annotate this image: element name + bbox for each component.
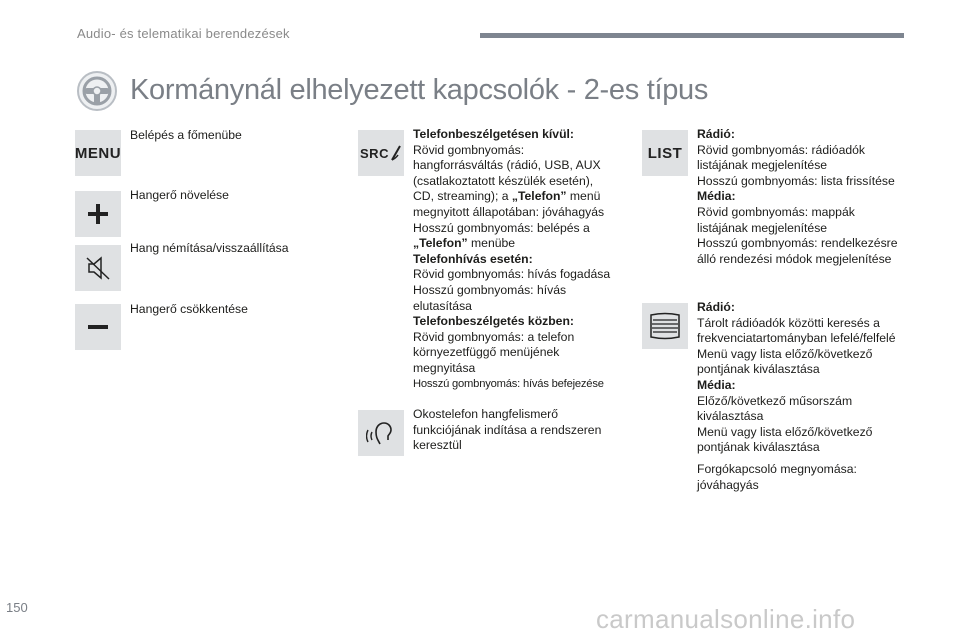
voice-line: Okostelefon hangfelismerő [413,407,558,421]
src-telefon-bold: „Telefon” [413,236,468,251]
src-line: Rövid gombnyomás: [413,142,525,157]
voice-line: funkciójának indítása a rendszeren [413,422,602,437]
wheel-line: Menü vagy lista előző/következő [697,424,873,439]
src-line: (csatlakoztatott készülék esetén), [413,173,594,188]
menu-button-icon [75,130,121,176]
minus-icon [75,304,121,350]
voice-recognition-icon [358,410,404,456]
wheel-line: pontjának kiválasztása [697,440,820,455]
src-heading-during-call: Telefonbeszélgetés közben: [413,314,574,329]
src-line [413,236,610,252]
src-line: elutasítása [413,298,472,313]
steering-wheel-icon [76,70,118,112]
plus-icon [75,191,121,237]
src-line [413,189,610,205]
mute-description: Hang némítása/visszaállítása [130,241,289,255]
list-line: Hosszú gombnyomás: lista frissítése [697,173,895,188]
page-number: 150 [6,600,28,615]
list-line: listájának megjelenítése [697,158,828,173]
volume-down-description: Hangerő csökkentése [130,302,248,316]
wheel-heading-media: Média: [697,377,736,392]
wheel-line: Forgókapcsoló megnyomása: [697,461,857,476]
src-line: Hosszú gombnyomás: hívás [413,282,567,297]
wheel-line: Előző/következő műsorszám [697,393,853,408]
src-heading-outside-call: Telefonbeszélgetésen kívül: [413,127,574,141]
src-line: Rövid gombnyomás: a telefon [413,329,575,344]
list-line: álló rendezési módok megjelenítése [697,251,892,266]
list-line: Rövid gombnyomás: rádióadók [697,142,866,157]
src-line: megnyitott állapotában: jóváhagyás [413,204,605,219]
src-line: környezetfüggő menüjének [413,345,560,360]
wheel-heading-radio: Rádió: [697,300,735,314]
voice-line: keresztül [413,438,462,453]
src-line: megnyitása [413,360,476,375]
list-line: Hosszú gombnyomás: rendelkezésre [697,236,898,251]
list-line: Rövid gombnyomás: mappák [697,204,855,219]
list-description [697,127,898,267]
voice-description [413,407,601,454]
wheel-line: Menü vagy lista előző/következő [697,346,873,361]
section-header: Audio- és telematikai berendezések [77,26,290,41]
src-telefon-bold: „Telefon” [511,189,567,204]
list-heading-radio: Rádió: [697,127,735,141]
src-heading-incoming-call: Telefonhívás esetén: [413,251,533,266]
src-line: Hosszú gombnyomás: hívás befejezése [413,377,604,390]
wheel-line: Tárolt rádióadók közötti keresés a [697,315,880,330]
volume-up-description: Hangerő növelése [130,188,229,202]
src-line-part: menübe [467,236,516,251]
wheel-line: frekvenciatartományban lefelé/felfelé [697,331,896,346]
list-icon-label: LIST [647,144,683,162]
thumbwheel-description [697,300,896,493]
src-line: Hosszú gombnyomás: belépés a [413,220,590,235]
header-bar [480,33,904,38]
src-button-icon [358,130,404,176]
list-line: listájának megjelenítése [697,220,828,235]
menu-description: Belépés a főmenübe [130,128,242,142]
src-icon-label: SRC [360,145,389,161]
thumbwheel-icon [642,303,688,349]
page-title: Kormánynál elhelyezett kapcsolók - 2-es típus [130,74,709,106]
menu-icon-label: MENU [74,144,122,162]
src-line: hangforrásváltás (rádió, USB, AUX [413,158,601,173]
wheel-line: kiválasztása [697,409,764,424]
src-line-part: menü [566,189,601,204]
watermark: carmanualsonline.info [596,604,856,634]
mute-icon [75,245,121,291]
wheel-line: jóváhagyás [697,477,759,492]
wheel-line: pontjának kiválasztása [697,362,820,377]
list-heading-media: Média: [697,189,736,204]
src-phone-icon [390,145,402,161]
src-line-part: CD, streaming); a [413,189,512,204]
src-line: Rövid gombnyomás: hívás fogadása [413,267,611,282]
src-description [413,127,610,392]
list-button-icon [642,130,688,176]
